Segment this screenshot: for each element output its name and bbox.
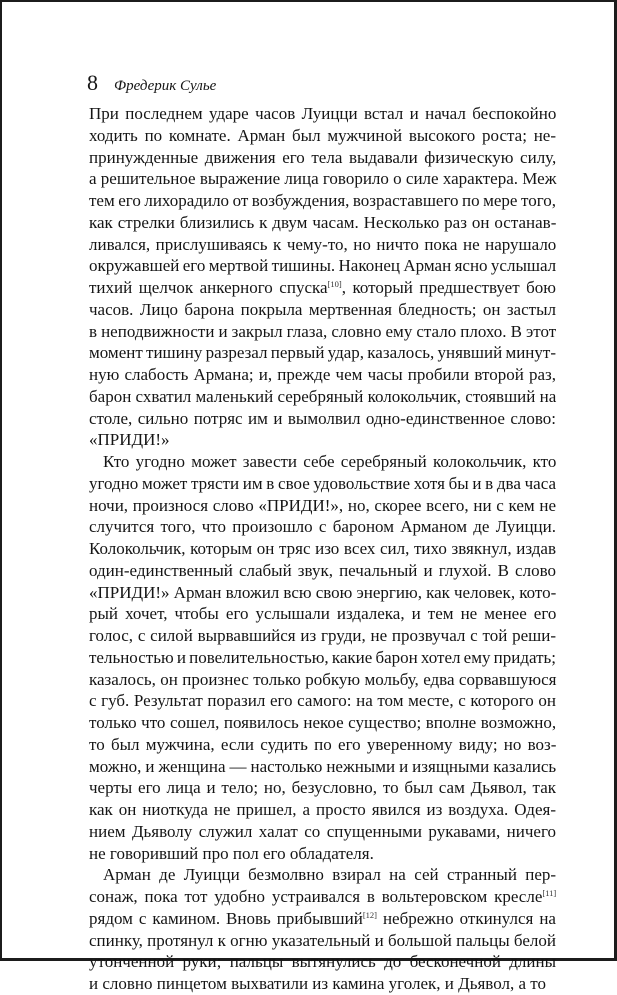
text-line: а решительное выражение лица говорило о силе характера. Меж: [89, 169, 557, 189]
text-line: нием Дьяволу служил халат со спущенными рукавами, ничего: [89, 821, 556, 841]
running-head-author: Фредерик Сулье: [114, 78, 217, 94]
text-line: один-единственный слабый звук, печальный и глухой. В слово: [89, 560, 556, 580]
text-line: При последнем ударе часов Луицци встал и начал беспокойно: [89, 104, 557, 123]
paragraph: [89, 451, 556, 864]
running-head: [87, 70, 216, 96]
text-line: спинку, протянул к огню указательный и большой пальцы белой: [89, 930, 556, 950]
text-line: [89, 886, 556, 908]
text-line: только что сошел, появилось некое существо; вполне возможно,: [89, 713, 557, 732]
paragraph: [89, 103, 556, 451]
text-line: «ПРИДИ!» Арман вложил всю свою энергию, как человек, кото-: [89, 582, 557, 602]
footnote-reference[interactable]: [10]: [327, 279, 342, 289]
text-line: случится того, что произошло с бароном Арманом де Луицци.: [89, 517, 556, 537]
text-line: казалось, он произнес только робкую мольбу, едва сорвавшуюся: [89, 669, 557, 689]
text-line: с губ. Результат поразил его самого: на том месте, с которого он: [89, 691, 557, 711]
text-line: «ПРИДИ!»: [89, 430, 170, 450]
text-line: момент тишину разрезал первый удар, казалось, унявший минут-: [89, 343, 556, 363]
text-segment: тихий щелчок анкерного спуска: [89, 278, 328, 297]
text-line: ночи, произнося слово «ПРИДИ!», но, скорее всего, ни с кем не: [89, 495, 556, 515]
page-number: 8: [87, 70, 98, 95]
footnote-reference[interactable]: [12]: [362, 909, 377, 920]
text-line: как он ниоткуда не пришел, а просто явился из воздуха. Одея-: [89, 800, 556, 819]
text-line: ливался, прислушиваясь к чему-то, но ничто пока не нарушало: [89, 234, 557, 254]
text-line: Арман де Луицци безмолвно взирал на сей странный пер-: [103, 865, 557, 885]
text-line: тем его лихорадило от возбуждения, возраставшего по мере того,: [89, 191, 556, 210]
text-line: столе, сильно потряс им и вымолвил одно-единственное слово:: [89, 408, 556, 428]
text-segment: небрежно откинулся на: [376, 908, 556, 928]
text-line: черты его лица и тело; но, безусловно, то был сам Дьявол, так: [89, 778, 556, 798]
text-line: в неподвижности и закрыл глаза, словно ему стало плохо. В этот: [89, 321, 557, 341]
text-line: барон схватил маленький серебряный колокольчик, стоявший на: [89, 386, 557, 406]
footnote-reference[interactable]: [11]: [542, 888, 557, 898]
paragraph: [89, 864, 556, 995]
text-line: как стрелки близились к двум часам. Несколько раз он останав-: [89, 212, 557, 232]
text-line: рый хочет, чтобы его услышали издалека, и тем не менее его: [89, 604, 557, 624]
text-line: тельностью и повелительностью, какие барон хотел ему придать;: [89, 647, 556, 667]
text-line: часов. Лицо барона покрыла мертвенная бледность; он застыл: [89, 299, 556, 319]
text-segment: , который предшествует бою: [341, 278, 556, 297]
text-segment: рядом с камином. Вновь прибывший: [89, 908, 363, 928]
text-line: утонченной руки; пальцы вытянулись до бесконечной длины: [89, 952, 556, 972]
text-line: ходить по комнате. Арман был мужчиной высокого роста; не-: [89, 125, 556, 145]
text-line: то был мужчина, если судить по его уверенному виду; но воз-: [89, 734, 557, 754]
text-line: угодно может трясти им в свое удовольствие хотя бы и в два часа: [89, 473, 556, 493]
text-line: Кто угодно может завести себе серебряный колокольчик, кто: [103, 452, 557, 471]
text-line: окружавшей его мертвой тишины. Наконец Арман ясно услышал: [89, 256, 557, 276]
text-line: ную слабость Армана; и, прежде чем часы пробили второй раз,: [89, 365, 556, 384]
text-line: не говоривший про пол его обладателя.: [89, 843, 374, 863]
text-line: можно, и женщина — настолько нежными и изящными казались: [89, 756, 557, 776]
text-segment: сонаж, пока тот удобно устраивался в вольтеровском кресле: [89, 887, 543, 906]
text-line: и словно пинцетом выхватили из камина уголек, и Дьявол, а то: [89, 974, 546, 993]
text-line: [89, 908, 556, 930]
body-text: [89, 103, 556, 995]
text-line: принужденные движения его тела выдавали физическую силу,: [89, 147, 557, 167]
text-line: [89, 277, 556, 299]
text-line: голос, с силой вырвавшийся из груди, не прозвучал с той реши-: [89, 626, 556, 645]
text-line: Колокольчик, которым он тряс изо всех сил, тихо звякнул, издав: [89, 539, 556, 558]
